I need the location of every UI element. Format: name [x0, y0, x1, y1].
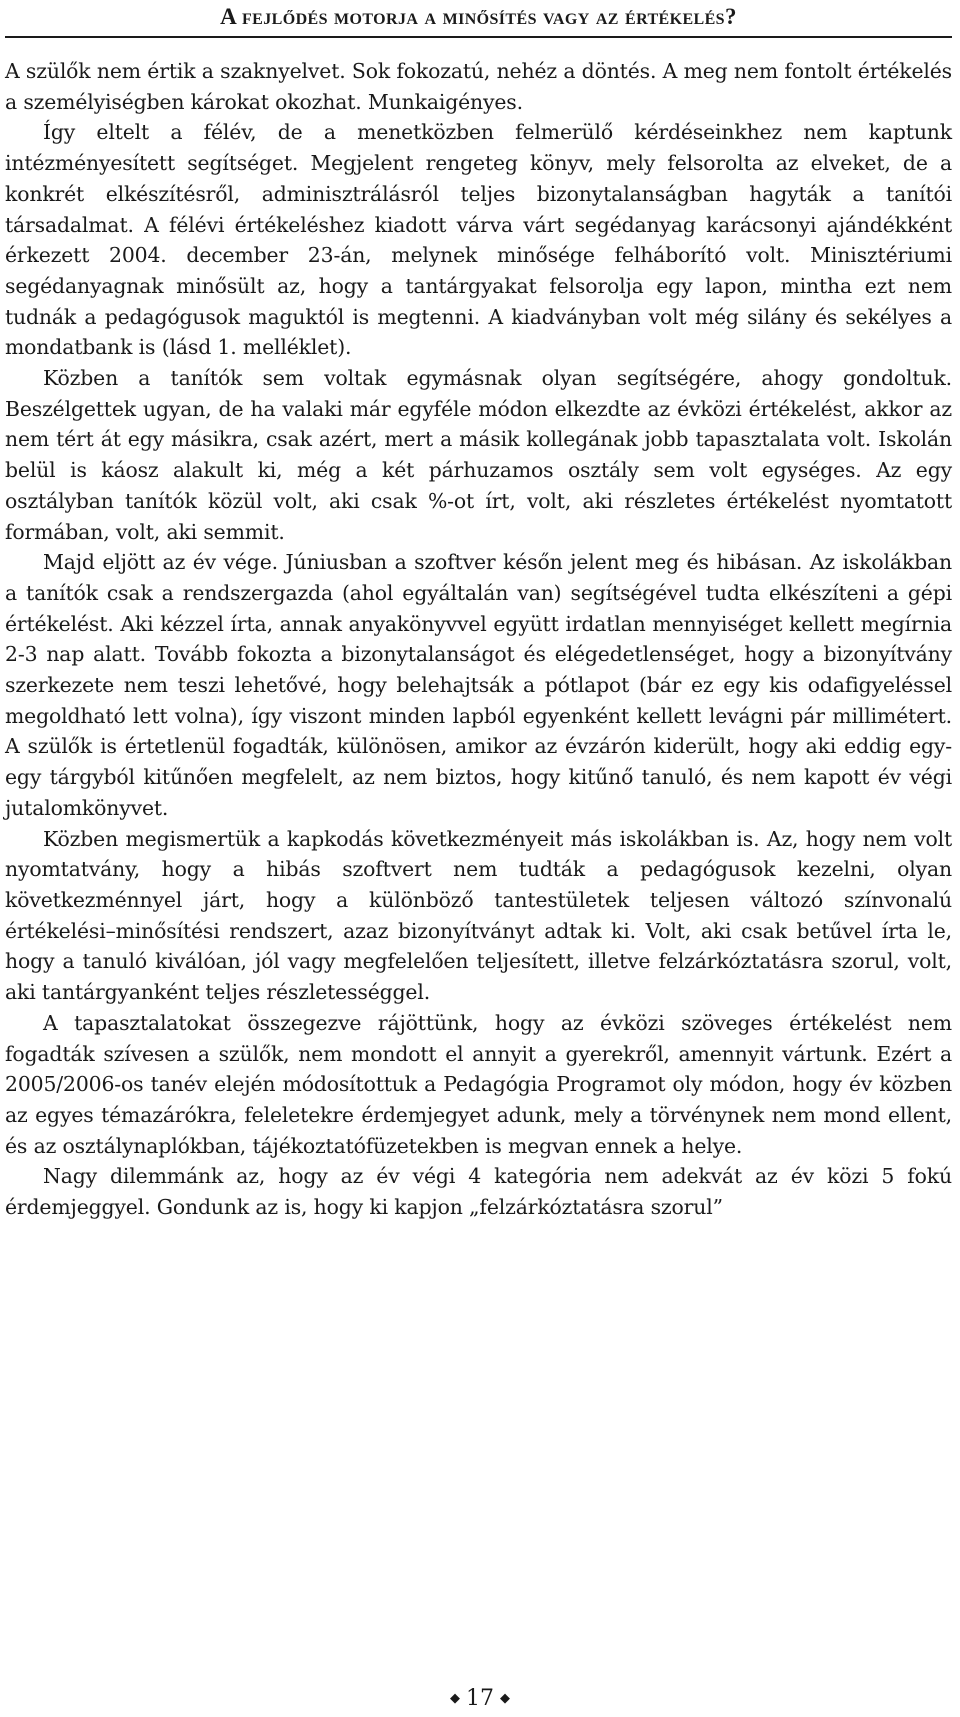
- paragraph: Majd eljött az év vége. Júniusban a szoftver későn jelent meg és hibásan. Az iskolákban a tanítók csak a rendszergazda (ahol egyáltalán van) segítségével tudta elkészíteni a gépi értékelést. Aki kézzel írta, annak anyakönyvvel együtt irdatlan mennyiséget kellett megírnia 2-3 nap alatt. Tovább fokozta a bizonytalanságot és elégedetlenséget, hogy a bizonyítvány szerkezete nem teszi lehetővé, hogy belehajtsák a pótlapot (bár ez egy kis odafigyeléssel megoldható lett volna), így viszont minden lapból egyenként kellett levágni pár millimétert. A szülők is értetlenül fogadták, különösen, amikor az évzárón kiderült, hogy aki eddig egy-egy tárgyból kitűnően megfelelt, az nem biztos, hogy kitűnő tanuló, és nem kapott év végi jutalomkönyvet.: [5, 550, 952, 820]
- diamond-ornament-icon: ◆: [500, 1691, 510, 1706]
- diamond-ornament-icon: ◆: [450, 1691, 460, 1706]
- paragraph: Nagy dilemmánk az, hogy az év végi 4 kategória nem adekvát az év közi 5 fokú érdemjeggyel. Gondunk az is, hogy ki kapjon „felzárkóztatásra szorul”: [5, 1164, 952, 1220]
- paragraph: Így eltelt a félév, de a menetközben felmerülő kérdéseinkhez nem kaptunk intézményesített segítséget. Megjelent rengeteg könyv, mely felsorolta az elveket, de a konkrét elkészítésről, adminisztrálásról teljes bizonytalanságban hagyták a tanítói társadalmat. A félévi értékeléshez kiadott várva várt segédanyag karácsonyi ajándékként érkezett 2004. december 23-án, melynek minősége felháborító volt. Minisztériumi segédanyagnak minősült az, hogy a tantárgyakat felsorolja egy lapon, mintha ezt nem tudnák a pedagógusok maguktól is megtenni. A kiadványban volt még silány és sekélyes a mondatbank is (lásd 1. melléklet).: [5, 120, 952, 360]
- paragraph: A tapasztalatokat összegezve rájöttünk, hogy az évközi szöveges értékelést nem fogadták szívesen a szülők, nem mondott el annyit a gyerekről, amennyit vártunk. Ezért a 2005/2006-os tanév elején módosítottuk a Pedagógia Programot oly módon, hogy év közben az egyes témazárókra, feleletekre érdemjegyet adunk, mely a törvénynek nem mond ellent, és az osztálynaplókban, tájékoztatófüzetekben is megvan ennek a helye.: [5, 1010, 952, 1158]
- paragraph: Közben megismertük a kapkodás következményeit más iskolákban is. Az, hogy nem volt nyomtatvány, hogy a hibás szoftvert nem tudták a pedagógusok kezelni, olyan következménnyel járt, hogy a különböző tantestületek teljesen változó színvonalú értékelési–minősítési rendszert, azaz bizonyítványt adtak ki. Volt, aki csak betűvel írta le, hogy a tanuló kiválóan, jól vagy megfelelően teljesített, illetve felzárkóztatásra szorul, volt, aki tantárgyanként teljes részletességgel.: [5, 826, 952, 1005]
- page-number: 17: [466, 1686, 494, 1711]
- paragraph: Közben a tanítók sem voltak egymásnak olyan segítségére, ahogy gondoltuk. Beszélgettek ugyan, de ha valaki már egyféle módon elkezdte az évközi értékelést, akkor az nem tért át egy másikra, csak azért, mert a másik kollegának jobb tapasztalata volt. Iskolán belül is káosz alakult ki, még a két párhuzamos osztály sem volt egységes. Az egy osztályban tanítók közül volt, aki csak %-ot írt, volt, aki részletes értékelést nyomtatott formában, volt, aki semmit.: [5, 366, 952, 544]
- running-head: A fejlődés motorja a minősítés vagy az értékelés?: [5, 0, 952, 38]
- page-footer: [0, 1686, 960, 1712]
- paragraph: A szülők nem értik a szaknyelvet. Sok fokozatú, nehéz a döntés. A meg nem fontolt értékelés a személyiségben károkat okozhat. Munkaigényes.: [5, 59, 952, 114]
- body-text: [5, 56, 952, 1223]
